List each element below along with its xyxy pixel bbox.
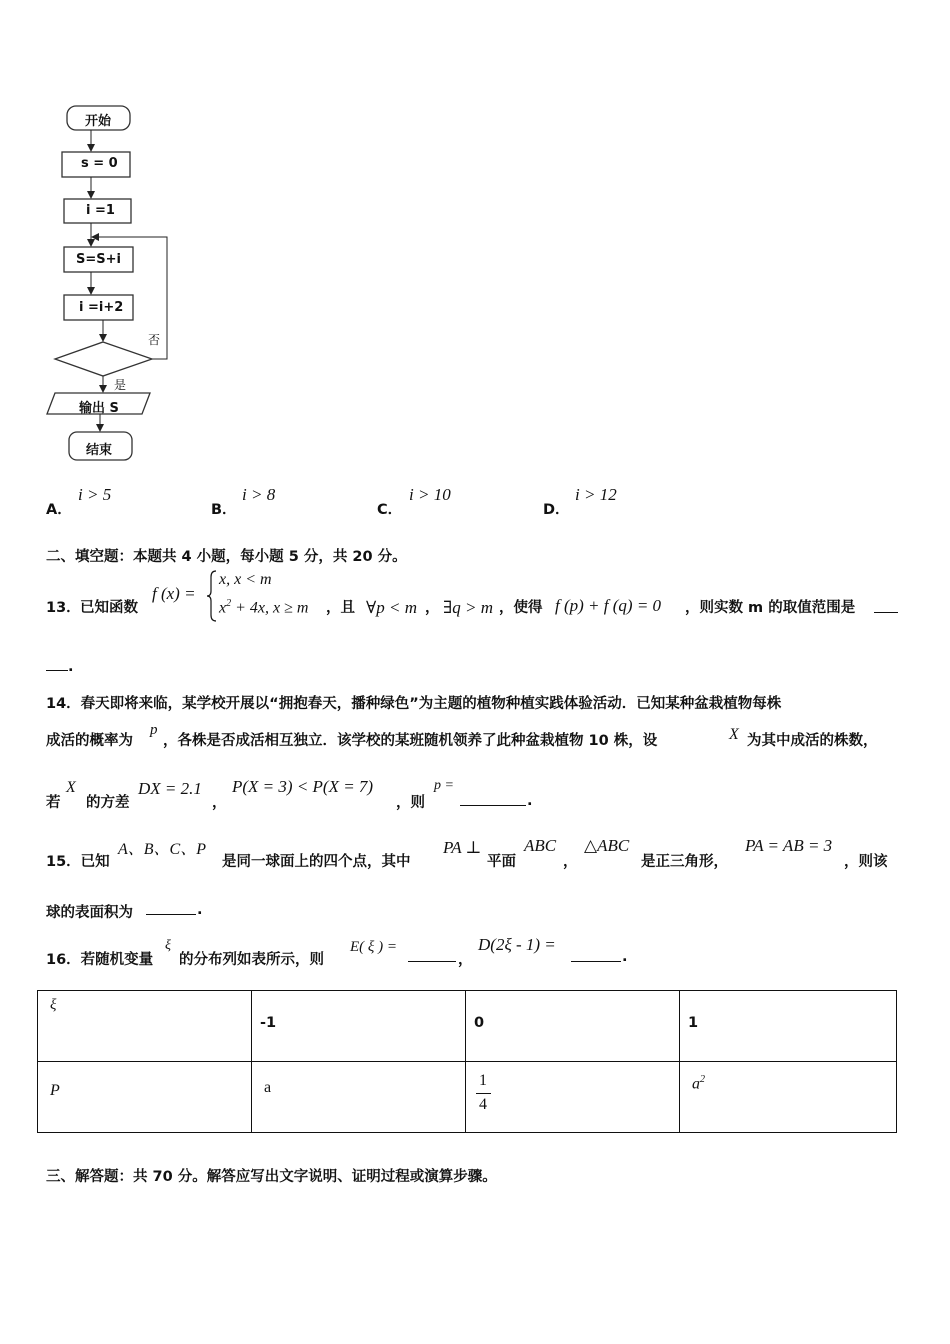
option-a-expr: i > 5 [78,485,112,504]
table-frac-denominator: 4 [479,1096,487,1113]
q13-number: 13． [46,600,81,616]
q13-f-lhs: f (x) = [152,584,196,603]
q14-X: X [729,726,739,743]
option-b-letter: B． [211,502,237,518]
section2-heading: 二、填空题：本题共 4 小题，每小题 5 分，共 20 分。 [46,549,407,565]
q15-line2: 球的表面积为 [46,905,133,921]
q15-mid2: 是正三角形， [641,854,728,870]
table-cell [680,1062,897,1133]
q13-comma: ， [425,600,440,616]
q15-abc: ABC [524,836,557,855]
q13-answer-blank-part2 [46,656,68,671]
option-d-expr: i > 12 [575,485,617,504]
table-prob-a: a [264,1079,272,1096]
q13-brace [206,569,218,623]
q16-d-expr: D(2ξ - 1) = [478,935,556,954]
flow-decision-diamond [55,342,152,376]
q16-end: . [622,949,628,965]
q15-mid1: 是同一球面上的四个点，其中 [222,854,411,870]
table-cell [680,991,897,1062]
q16-xi: ξ [165,938,171,953]
q15-number: 15．已知 [46,854,110,870]
q14-then: ，则 [396,795,425,811]
option-c-letter: C． [377,502,403,518]
q16-comma: ， [458,952,473,968]
table-xi-header: ξ [50,997,57,1013]
q14-l2-b: ，各株是否成活相互独立．该学校的某班随机领养了此种盆栽植物 10 株，设 [163,733,658,749]
q15-points: A、B、C、P [118,841,206,858]
q13-answer-blank-part1 [874,598,898,613]
q13-equation: f (p) + f (q) = 0 [555,596,662,615]
q13-cond1: ∀p < m [366,598,418,617]
q14-l3-b: 的方差 [86,795,130,811]
q15-plane: 平面 [487,854,516,870]
q15-end: . [197,902,203,918]
q13-case2: $x^2 + 4x$, x ≥ m [219,598,309,617]
q15-pa-perp: PA ⊥ [443,838,482,857]
table-value-1: 1 [688,1015,699,1031]
q15-comma: ， [563,854,578,870]
q14-l3-a: 若 [46,795,61,811]
flowchart [0,0,300,480]
q15-answer-blank [146,900,196,915]
option-a-letter: A． [46,502,72,518]
q14-dx: DX = 2.1 [138,779,202,798]
q14-ineq: P(X = 3) < P(X = 7) [232,777,374,796]
flow-yes-label: 是 [114,378,127,392]
q16-text-b: 的分布列如表所示，则 [179,952,324,968]
flow-s-init-label: s = 0 [81,156,118,171]
option-d-letter: D． [543,502,570,518]
q14-end: . [527,793,533,809]
q14-l2-c: 为其中成活的株数， [747,733,878,749]
q14-answer-blank [460,791,526,806]
option-c-expr: i > 10 [409,485,451,504]
table-cell [466,991,680,1062]
table-p-label: P [50,1082,60,1099]
q14-p-eq: p = [434,778,454,793]
flow-output-label: 输出 S [79,401,119,416]
table-row [38,1062,897,1133]
q13-tail: ，则实数 m 的取值范围是 [685,600,856,616]
q16-e-blank [408,947,456,962]
q15-triangle: △ABC [584,836,630,855]
q15-then: ，则该 [844,854,888,870]
q13-end: . [68,659,74,675]
q13-intro: 已知函数 [80,600,138,616]
option-b-expr: i > 8 [242,485,276,504]
q14-X-2: X [66,779,76,796]
section3-heading: 三、解答题：共 70 分。解答应写出文字说明、证明过程或演算步骤。 [46,1169,497,1185]
table-frac-bar [476,1093,491,1094]
table-prob-a-squared: $a^2$ [692,1074,705,1093]
q14-l2-a: 成活的概率为 [46,733,133,749]
q13-case1: x, x < m [219,571,272,588]
flow-end-label: 结束 [86,443,113,458]
q13-and: ，且 [326,600,355,616]
distribution-table [37,990,897,1133]
q14-line1: 14．春天即将来临，某学校开展以“拥抱春天，播种绿色”为主题的植物种植实践体验活动．已知某种盆栽植物每株 [46,696,782,712]
q16-e-xi: E( ξ ) = [350,939,397,955]
q14-p: p [150,722,158,738]
table-frac-numerator: 1 [479,1072,487,1089]
flow-i-update-label: i =i+2 [79,300,124,315]
table-cell [38,991,252,1062]
table-row [38,991,897,1062]
q13-make: ，使得 [499,600,543,616]
table-cell [38,1062,252,1133]
flow-no-label: 否 [148,333,161,347]
flow-start-label: 开始 [85,114,112,129]
q14-comma: ， [212,795,227,811]
table-cell [252,1062,466,1133]
q15-eq: PA = AB = 3 [745,836,833,855]
q16-text-a: 16．若随机变量 [46,952,154,968]
q13-cond2: ∃q > m [443,598,493,617]
table-cell [466,1062,680,1133]
table-cell [252,991,466,1062]
flow-s-update-label: S=S+i [76,252,121,267]
table-value-0: 0 [474,1015,485,1031]
flow-i-init-label: i =1 [86,203,115,218]
table-value-neg1: -1 [260,1015,277,1031]
q16-d-blank [571,947,621,962]
